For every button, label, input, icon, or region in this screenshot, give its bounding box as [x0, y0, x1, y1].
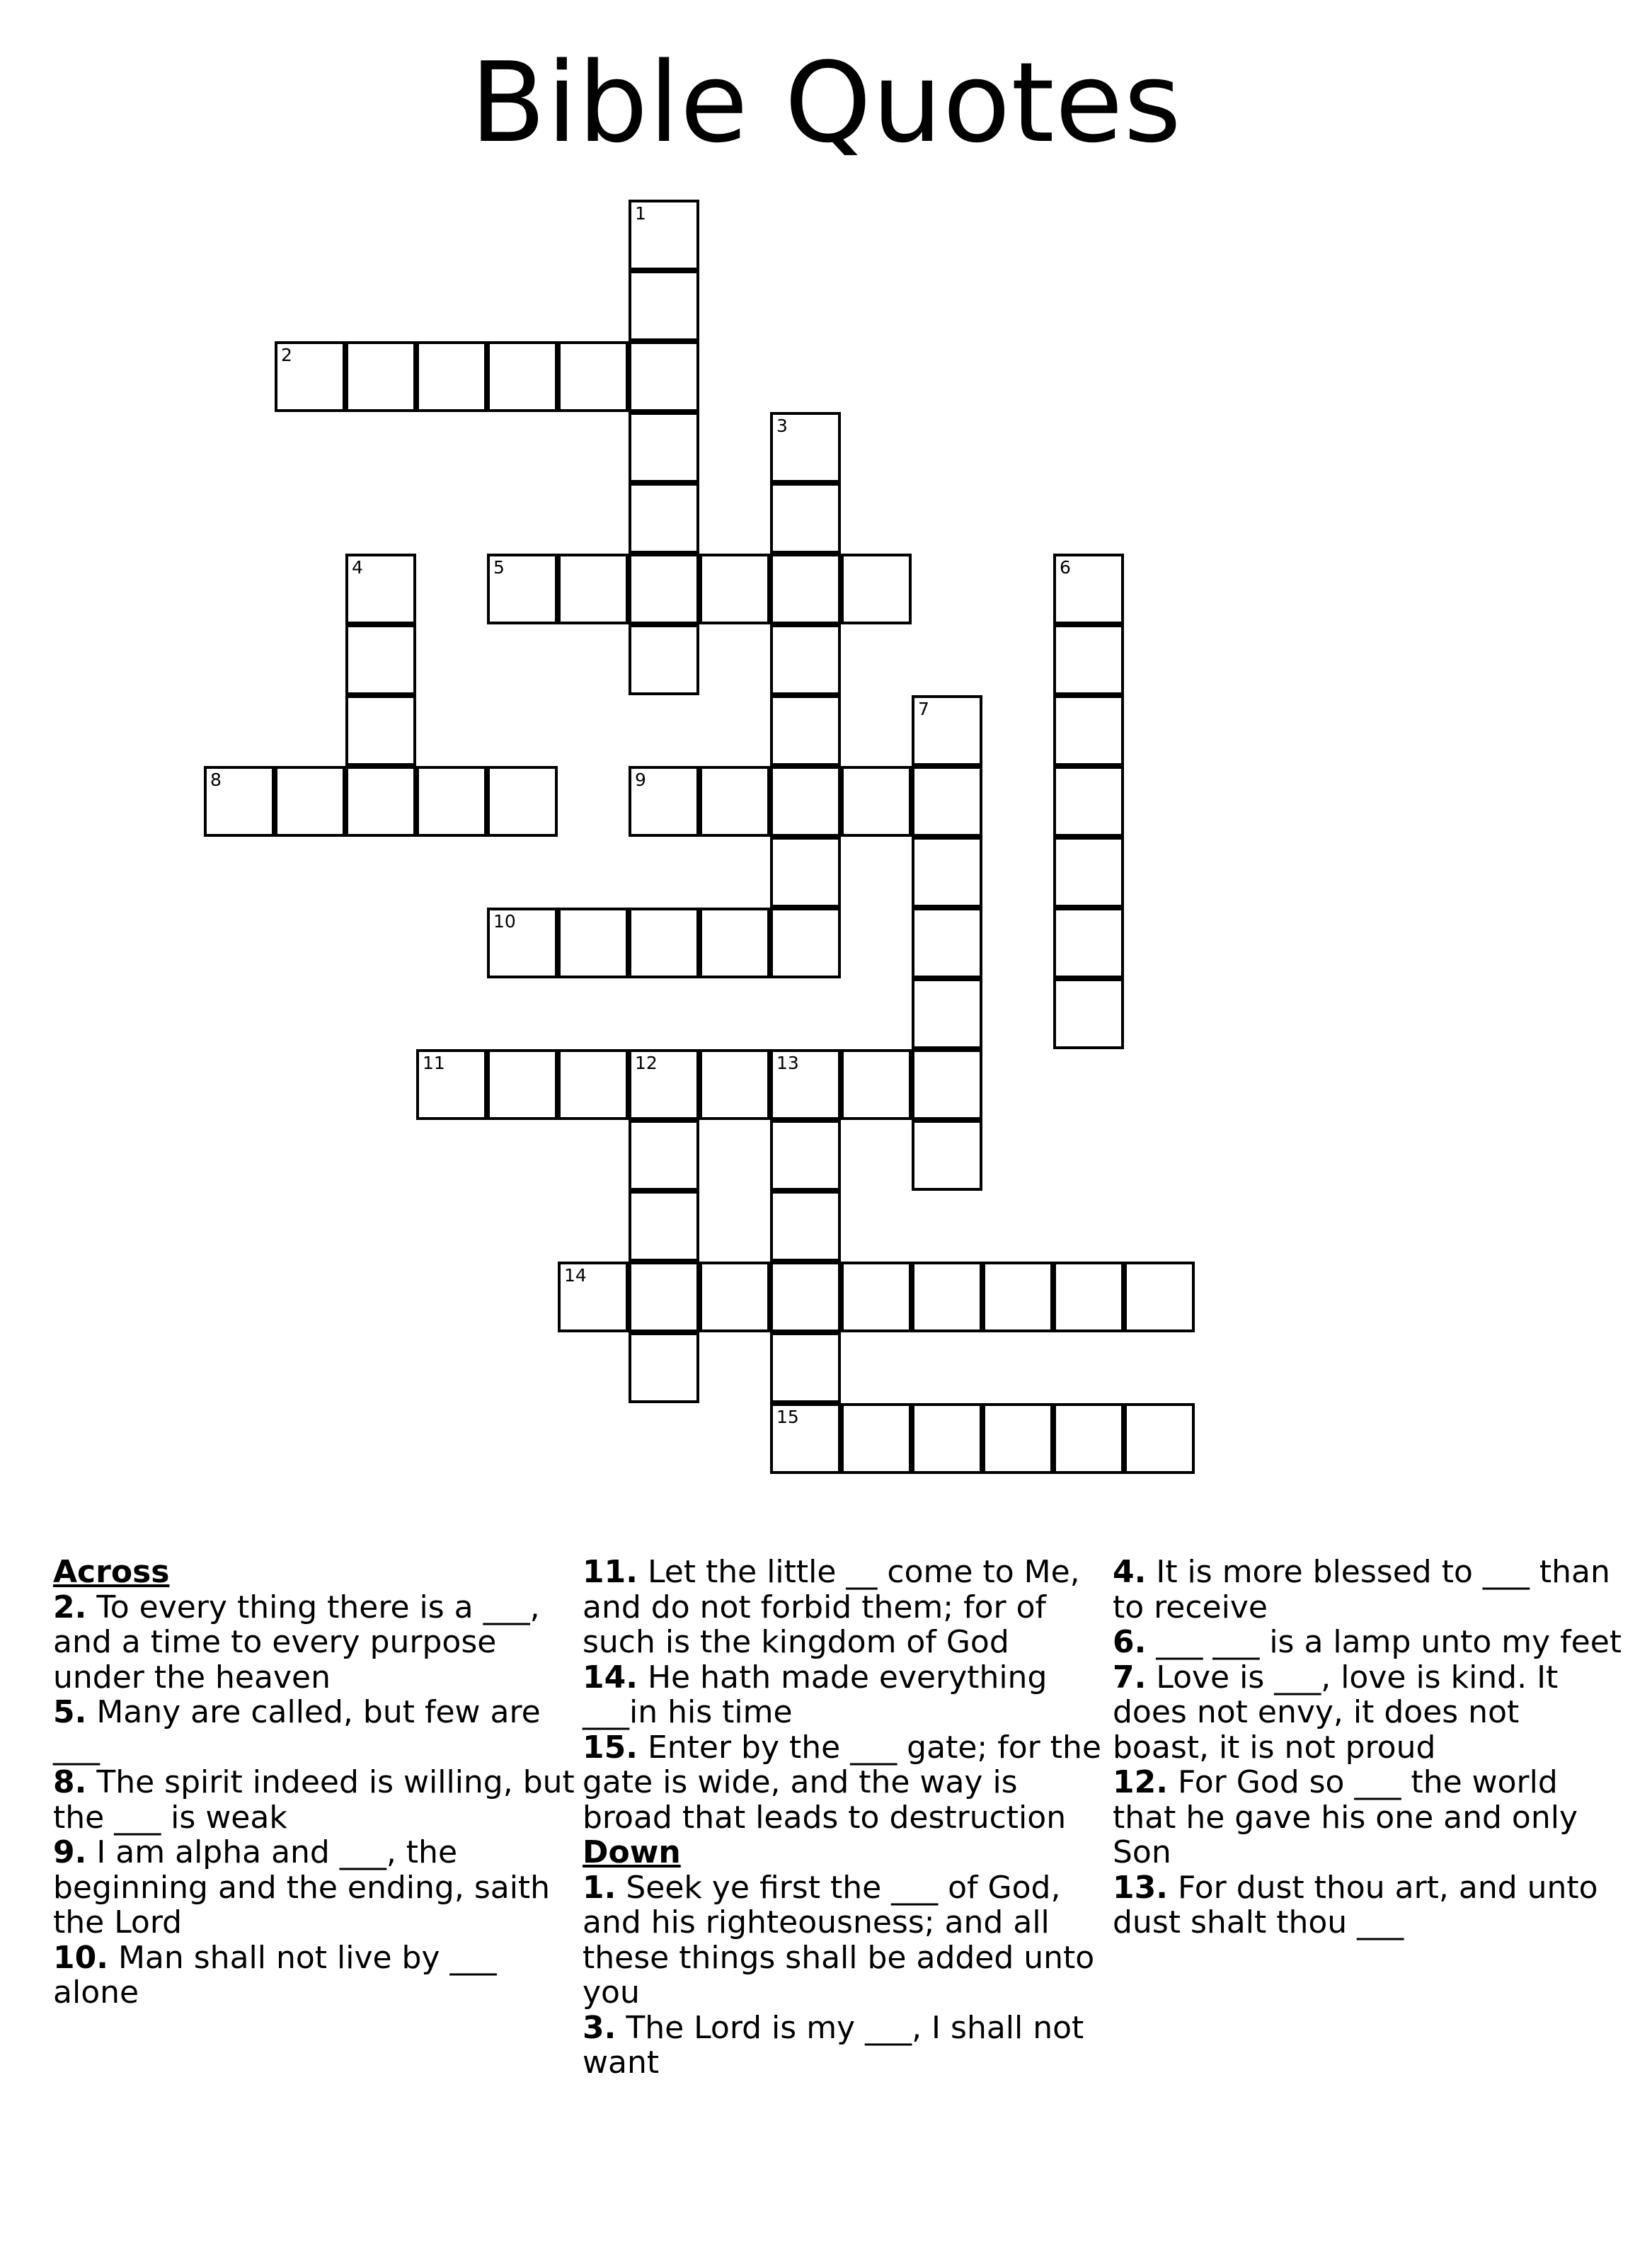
grid-cell[interactable]: [558, 908, 629, 978]
grid-cell[interactable]: [629, 554, 699, 624]
down-heading: Down: [583, 1834, 681, 1870]
grid-cell[interactable]: [982, 1262, 1053, 1332]
cell-number: 1: [635, 203, 646, 224]
grid-cell[interactable]: [699, 554, 770, 624]
grid-cell[interactable]: [558, 554, 629, 624]
grid-cell[interactable]: [1053, 1262, 1124, 1332]
grid-cell[interactable]: [629, 483, 699, 554]
grid-cell[interactable]: [770, 483, 841, 554]
grid-cell[interactable]: [912, 1403, 982, 1474]
clue-text: Many are called, but few are ___: [53, 1694, 541, 1766]
clue-text: For dust thou art, and unto dust shalt thou ___: [1113, 1869, 1598, 1940]
grid-cell[interactable]: [345, 624, 416, 695]
grid-cell[interactable]: [841, 1049, 912, 1120]
grid-cell[interactable]: [487, 554, 558, 624]
grid-cell[interactable]: [912, 908, 982, 978]
grid-cell[interactable]: [912, 1262, 982, 1332]
grid-cell[interactable]: [770, 554, 841, 624]
clue-number: 3.: [583, 2009, 616, 2046]
grid-cell[interactable]: [345, 766, 416, 837]
grid-cell[interactable]: [912, 766, 982, 837]
clue-number: 9.: [53, 1834, 87, 1870]
cell-number: 6: [1060, 557, 1071, 578]
clue-column-3: [1113, 1555, 1622, 1940]
clue-text: He hath made everything ___in his time: [583, 1659, 1048, 1730]
clue-number: 4.: [1113, 1554, 1147, 1590]
clue-number: 8.: [53, 1764, 87, 1800]
clue-number: 11.: [583, 1554, 638, 1590]
grid-cell[interactable]: [487, 908, 558, 978]
grid-cell[interactable]: [841, 1403, 912, 1474]
clue-text: Love is ___, love is kind. It does not envy, it does not boast, it is not proud: [1113, 1659, 1559, 1766]
cell-number: 8: [210, 770, 222, 790]
clue-text: Seek ye first the ___ of God, and his righteousness; and all these things shall be added unto you: [583, 1869, 1095, 2011]
across-clue: [53, 1695, 577, 1765]
clue-number: 2.: [53, 1589, 87, 1625]
clue-column-2: [583, 1555, 1106, 2081]
grid-cell[interactable]: [841, 766, 912, 837]
grid-cell[interactable]: [982, 1403, 1053, 1474]
clue-number: 12.: [1113, 1764, 1168, 1800]
grid-cell[interactable]: [770, 624, 841, 695]
grid-cell[interactable]: [629, 1049, 699, 1120]
grid-cell[interactable]: [699, 1262, 770, 1332]
cell-number: 4: [352, 557, 363, 578]
grid-cell[interactable]: [487, 1049, 558, 1120]
down-clue: [1113, 1765, 1622, 1870]
clue-column-1: [53, 1555, 577, 2011]
across-clue: [583, 1730, 1106, 1836]
grid-cell[interactable]: [629, 1332, 699, 1403]
grid-cell[interactable]: [1053, 908, 1124, 978]
cell-number: 5: [493, 557, 505, 578]
grid-cell[interactable]: [275, 766, 345, 837]
puzzle-title: Bible Quotes: [470, 38, 1182, 167]
across-clue: [53, 1590, 577, 1696]
grid-cell[interactable]: [1053, 837, 1124, 908]
grid-cell[interactable]: [416, 1049, 487, 1120]
grid-cell[interactable]: [841, 554, 912, 624]
down-clue: [1113, 1555, 1622, 1625]
down-clue: [1113, 1625, 1622, 1660]
clue-text: Man shall not live by ___ alone: [53, 1939, 497, 2011]
across-heading: Across: [53, 1554, 170, 1590]
down-clue: [583, 1870, 1106, 2011]
grid-cell[interactable]: [770, 837, 841, 908]
grid-cell[interactable]: [629, 1120, 699, 1191]
down-clue: [1113, 1660, 1622, 1766]
clue-number: 14.: [583, 1659, 638, 1696]
grid-cell[interactable]: [699, 908, 770, 978]
clue-number: 1.: [583, 1869, 616, 1906]
across-clue: [53, 1835, 577, 1940]
clue-text: The Lord is my ___, I shall not want: [583, 2009, 1084, 2081]
grid-cell[interactable]: [487, 766, 558, 837]
grid-cell[interactable]: [1124, 1262, 1195, 1332]
grid-cell[interactable]: [416, 341, 487, 412]
grid-cell[interactable]: [841, 1262, 912, 1332]
cell-number: 12: [635, 1053, 658, 1073]
grid-cell[interactable]: [629, 412, 699, 483]
grid-cell[interactable]: [770, 908, 841, 978]
grid-cell[interactable]: [912, 695, 982, 766]
cell-number: 10: [493, 911, 516, 932]
across-clue: [583, 1660, 1106, 1730]
grid-cell[interactable]: [487, 341, 558, 412]
grid-cell[interactable]: [770, 1332, 841, 1403]
grid-cell[interactable]: [770, 1120, 841, 1191]
clue-number: 13.: [1113, 1869, 1168, 1906]
grid-cell[interactable]: [699, 766, 770, 837]
grid-cell[interactable]: [629, 270, 699, 341]
grid-cell[interactable]: [912, 978, 982, 1049]
grid-cell[interactable]: [629, 200, 699, 270]
grid-cell[interactable]: [558, 341, 629, 412]
grid-cell[interactable]: [1053, 695, 1124, 766]
clue-text: Let the little __ come to Me, and do not forbid them; for of such is the kingdom of God: [583, 1554, 1080, 1660]
grid-cell[interactable]: [770, 1262, 841, 1332]
grid-cell[interactable]: [1053, 624, 1124, 695]
cell-number: 11: [423, 1053, 445, 1073]
grid-cell[interactable]: [1124, 1403, 1195, 1474]
grid-cell[interactable]: [770, 1191, 841, 1262]
grid-cell[interactable]: [345, 341, 416, 412]
grid-cell[interactable]: [770, 412, 841, 483]
grid-cell[interactable]: [629, 908, 699, 978]
clue-text: The spirit indeed is willing, but the ___ is weak: [53, 1764, 575, 1836]
cell-number: 14: [564, 1265, 587, 1286]
grid-cell[interactable]: [770, 766, 841, 837]
grid-cell[interactable]: [629, 624, 699, 695]
grid-cell[interactable]: [912, 1049, 982, 1120]
clue-text: It is more blessed to ___ than to receive: [1113, 1554, 1610, 1625]
cell-number: 13: [776, 1053, 799, 1073]
grid-cell[interactable]: [770, 1403, 841, 1474]
clue-text: To every thing there is a ___, and a time to every purpose under the heaven: [53, 1589, 540, 1696]
grid-cell[interactable]: [1053, 1403, 1124, 1474]
clue-text: For God so ___ the world that he gave his one and only Son: [1113, 1764, 1578, 1870]
grid-cell[interactable]: [345, 554, 416, 624]
clue-number: 10.: [53, 1939, 108, 1976]
grid-cell[interactable]: [558, 1262, 629, 1332]
clue-number: 5.: [53, 1694, 87, 1730]
down-clue: [1113, 1870, 1622, 1940]
clue-number: 15.: [583, 1729, 638, 1766]
grid-cell[interactable]: [275, 341, 345, 412]
across-clue: [583, 1555, 1106, 1660]
clue-text: Enter by the ___ gate; for the gate is wide, and the way is broad that leads to destruction: [583, 1729, 1101, 1836]
across-clue: [53, 1765, 577, 1835]
grid-cell[interactable]: [1053, 766, 1124, 837]
grid-cell[interactable]: [558, 1049, 629, 1120]
cell-number: 3: [776, 416, 788, 436]
across-clue: [53, 1940, 577, 2011]
grid-cell[interactable]: [912, 1120, 982, 1191]
grid-cell[interactable]: [629, 341, 699, 412]
grid-cell[interactable]: [204, 766, 275, 837]
grid-cell[interactable]: [1053, 978, 1124, 1049]
grid-cell[interactable]: [699, 1049, 770, 1120]
clue-text: ___ ___ is a lamp unto my feet: [1156, 1624, 1622, 1660]
grid-cell[interactable]: [1053, 554, 1124, 624]
clue-number: 6.: [1113, 1624, 1147, 1660]
clue-number: 7.: [1113, 1659, 1147, 1696]
cell-number: 2: [281, 345, 292, 365]
cell-number: 7: [918, 699, 929, 719]
grid-cell[interactable]: [629, 766, 699, 837]
grid-cell[interactable]: [770, 695, 841, 766]
down-clue: [583, 2011, 1106, 2081]
cell-number: 9: [635, 770, 646, 790]
grid-cell[interactable]: [629, 1262, 699, 1332]
grid-cell[interactable]: [629, 1191, 699, 1262]
clue-text: I am alpha and ___, the beginning and the ending, saith the Lord: [53, 1834, 551, 1940]
grid-cell[interactable]: [345, 695, 416, 766]
cell-number: 15: [776, 1407, 799, 1427]
grid-cell[interactable]: [416, 766, 487, 837]
grid-cell[interactable]: [912, 837, 982, 908]
grid-cell[interactable]: [770, 1049, 841, 1120]
